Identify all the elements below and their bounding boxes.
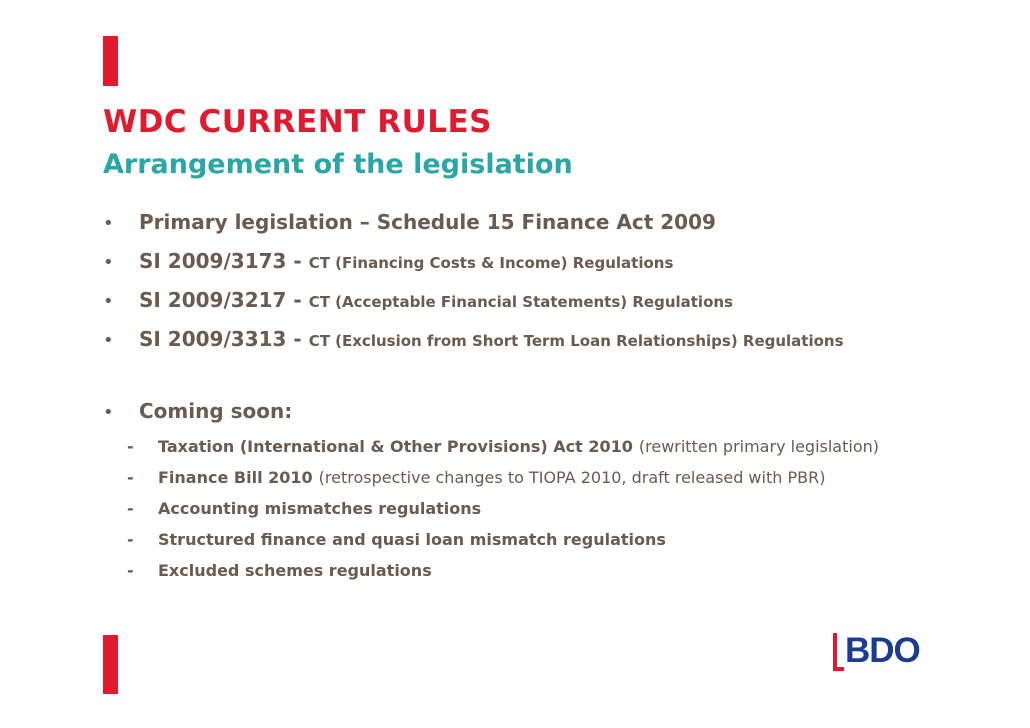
item-lead: Primary legislation – Schedule 15 Finance Act 2009 bbox=[139, 210, 716, 234]
logo-text: BDO bbox=[845, 631, 920, 670]
accent-bar-top bbox=[103, 36, 118, 86]
dash-icon: - bbox=[127, 468, 134, 487]
sub-item-title: Taxation (International & Other Provisions) Act 2010 bbox=[158, 437, 633, 456]
list-item bbox=[103, 210, 983, 249]
slide-subtitle: Arrangement of the legislation bbox=[103, 149, 573, 180]
dash-icon: - bbox=[127, 437, 134, 456]
bullet-icon: • bbox=[103, 291, 114, 312]
legislation-list bbox=[103, 210, 983, 366]
sub-item-title: Accounting mismatches regulations bbox=[158, 499, 482, 518]
item-detail: CT (Acceptable Financial Statements) Regulations bbox=[308, 293, 733, 311]
dash-icon: - bbox=[127, 530, 134, 549]
sub-item-title: Structured finance and quasi loan mismatch regulations bbox=[158, 530, 666, 549]
sub-item-title: Finance Bill 2010 bbox=[158, 468, 313, 487]
sub-item-note: (retrospective changes to TIOPA 2010, draft released with PBR) bbox=[318, 468, 826, 487]
list-item bbox=[103, 399, 292, 433]
sub-item-note: (rewritten primary legislation) bbox=[638, 437, 879, 456]
logo-bracket-foot bbox=[833, 667, 844, 671]
dash-icon: - bbox=[127, 561, 134, 580]
sub-item-title: Excluded schemes regulations bbox=[158, 561, 432, 580]
sub-list-item bbox=[127, 561, 1007, 592]
item-separator: - bbox=[286, 288, 309, 312]
logo-bracket bbox=[833, 633, 837, 671]
coming-soon-section bbox=[103, 399, 292, 433]
bullet-icon: • bbox=[103, 402, 114, 423]
item-detail: CT (Exclusion from Short Term Loan Relationships) Regulations bbox=[308, 332, 844, 350]
item-separator: - bbox=[286, 327, 309, 351]
item-lead: SI 2009/3217 bbox=[139, 288, 287, 312]
bullet-icon: • bbox=[103, 252, 114, 273]
bullet-icon: • bbox=[103, 213, 114, 234]
dash-icon: - bbox=[127, 499, 134, 518]
item-detail: CT (Financing Costs & Income) Regulations bbox=[308, 254, 674, 272]
item-lead: SI 2009/3313 bbox=[139, 327, 287, 351]
sub-list-item bbox=[127, 499, 1007, 530]
item-separator: - bbox=[286, 249, 309, 273]
sub-list-item bbox=[127, 468, 1007, 499]
sub-list-item bbox=[127, 437, 1007, 468]
list-item bbox=[103, 249, 983, 288]
item-lead: SI 2009/3173 bbox=[139, 249, 287, 273]
bdo-logo bbox=[833, 633, 929, 671]
list-item bbox=[103, 288, 983, 327]
slide-title: WDC CURRENT RULES bbox=[103, 104, 492, 140]
list-item bbox=[103, 327, 983, 366]
sub-list-item bbox=[127, 530, 1007, 561]
accent-bar-bottom bbox=[103, 635, 118, 694]
coming-soon-list bbox=[127, 437, 1007, 592]
bullet-icon: • bbox=[103, 330, 114, 351]
coming-soon-label: Coming soon: bbox=[139, 399, 293, 423]
